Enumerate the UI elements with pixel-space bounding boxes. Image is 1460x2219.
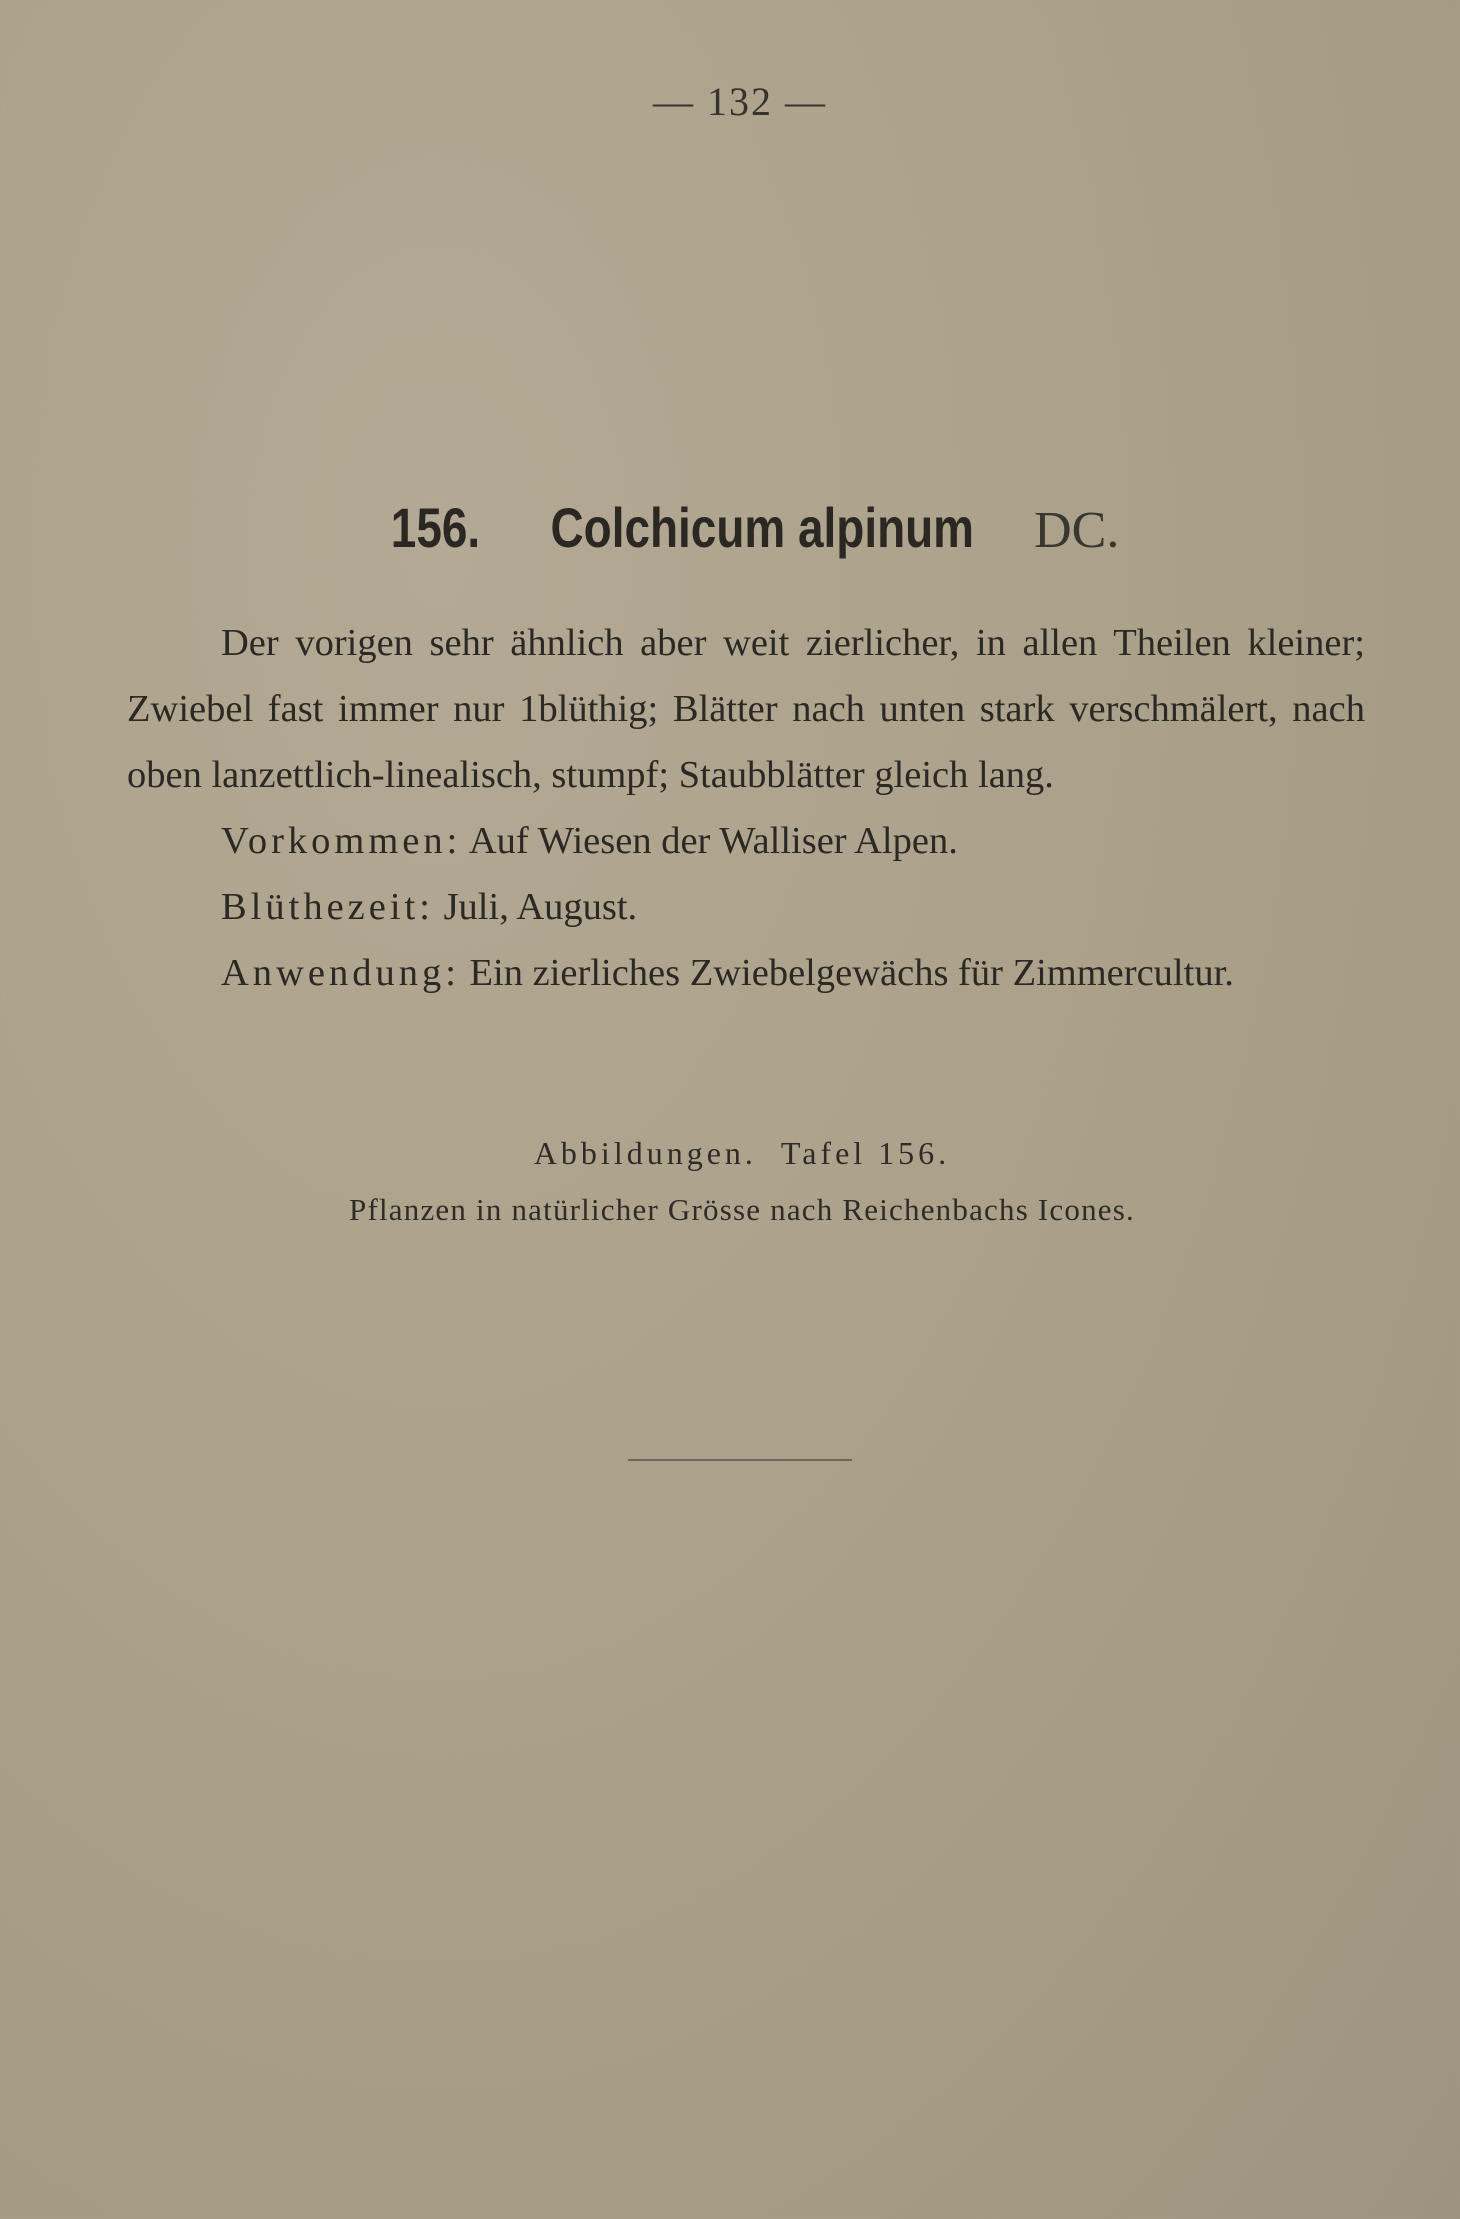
flowering-paragraph <box>127 874 1365 940</box>
occurrence-paragraph <box>127 808 1365 874</box>
use-paragraph <box>127 940 1365 1006</box>
species-latin-name: Colchicum alpinum <box>550 496 974 559</box>
illustrations-label: Abbildungen. <box>533 1135 757 1171</box>
illustrations-caption <box>0 1135 1460 1172</box>
species-heading <box>0 495 1460 561</box>
species-author: DC. <box>1034 502 1120 559</box>
section-divider <box>628 1459 852 1461</box>
use-text: Ein zierliches Zwiebelgewächs für Zimmercultur. <box>469 952 1234 994</box>
description-paragraph: Der vorigen sehr ähnlich aber weit zierlicher, in allen Theilen kleiner; Zwiebel fast immer nur 1blüthig; Blätter nach unten stark verschmälert, nach oben lanzettlich-linealisch, stumpf; Staubblätter gleich lang. <box>127 622 1365 796</box>
flowering-text: Juli, August. <box>443 886 638 928</box>
species-text <box>127 610 1365 1006</box>
occurrence-text: Auf Wiesen der Walliser Alpen. <box>468 820 958 862</box>
use-label: Anwendung: <box>221 952 460 994</box>
species-number: 156. <box>390 496 480 559</box>
page-number: — 132 — <box>653 79 827 124</box>
flowering-label: Blüthezeit: <box>221 886 434 928</box>
illustrations-plate: Tafel 156. <box>780 1135 951 1171</box>
illustration-note: Pflanzen in natürlicher Grösse nach Reichenbachs Icones. <box>349 1192 1135 1227</box>
occurrence-label: Vorkommen: <box>221 820 462 862</box>
